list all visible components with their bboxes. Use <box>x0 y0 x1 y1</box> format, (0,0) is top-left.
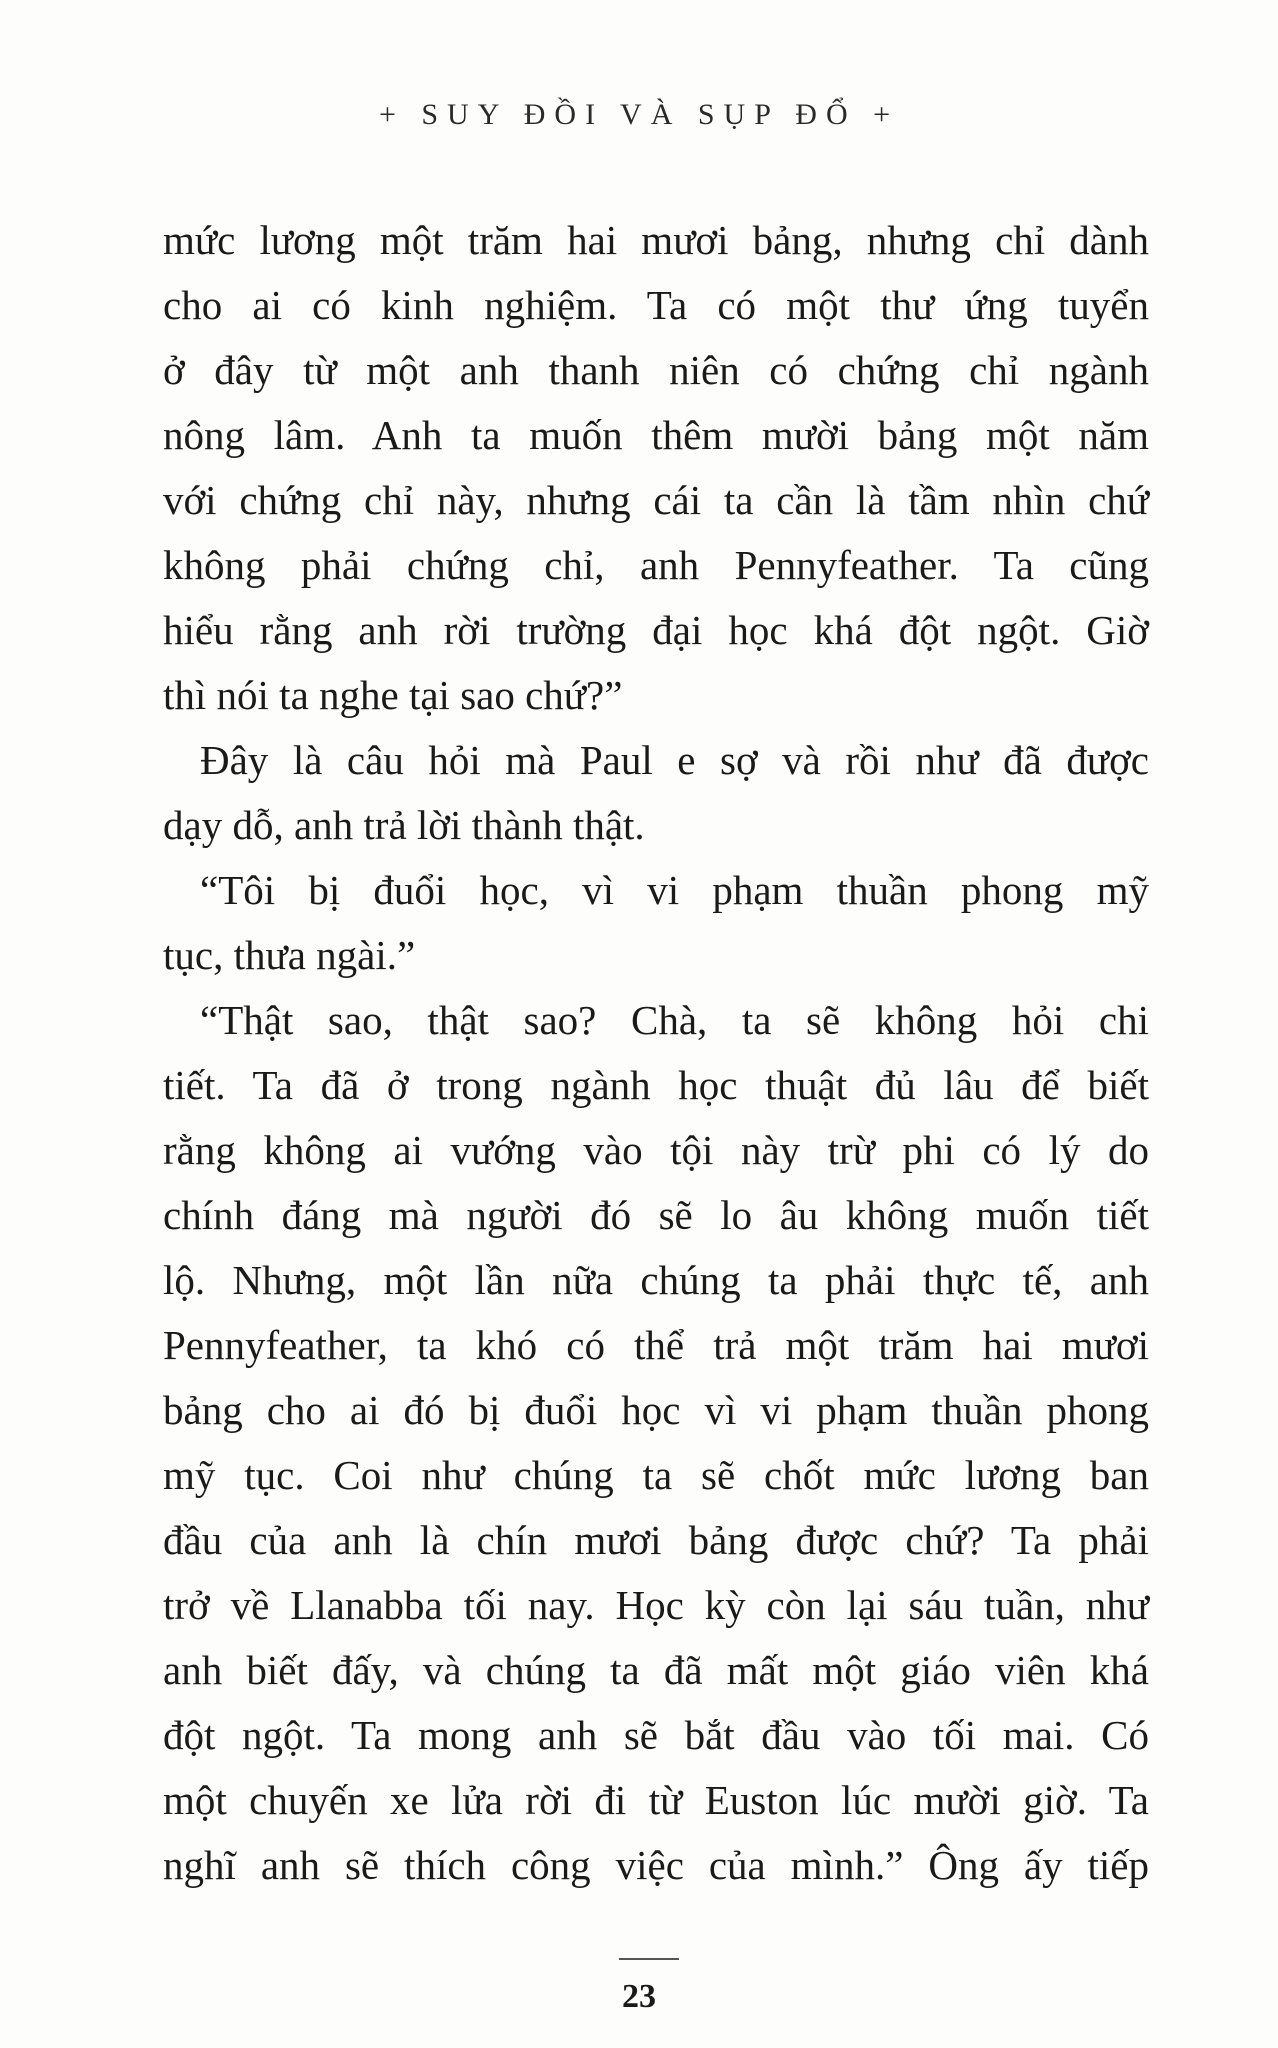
page-number: 23 <box>622 1978 656 2015</box>
text-line: Pennyfeather, ta khó có thể trả một trăm hai mươi <box>163 1322 1149 1368</box>
text-line: chính đáng mà người đó sẽ lo âu không muốn tiết <box>163 1192 1149 1238</box>
paragraph <box>163 208 1149 728</box>
text-line: trở về Llanabba tối nay. Học kỳ còn lại sáu tuần, như <box>163 1582 1149 1628</box>
text-line: “Tôi bị đuổi học, vì vi phạm thuần phong mỹ <box>200 867 1149 913</box>
text-line: nghĩ anh sẽ thích công việc của mình.” Ông ấy tiếp <box>163 1842 1149 1888</box>
text-line: tiết. Ta đã ở trong ngành học thuật đủ lâu để biết <box>163 1062 1149 1108</box>
text-line: đột ngột. Ta mong anh sẽ bắt đầu vào tối mai. Có <box>163 1712 1149 1758</box>
running-header: + SUY ĐỒI VÀ SỤP ĐỔ + <box>378 98 900 131</box>
text-line: dạy dỗ, anh trả lời thành thật. <box>163 802 645 848</box>
text-line: rằng không ai vướng vào tội này trừ phi có lý do <box>163 1127 1149 1173</box>
paragraph <box>163 988 1149 1898</box>
paragraph <box>163 728 1149 858</box>
text-line: thì nói ta nghe tại sao chứ?” <box>163 672 623 718</box>
text-line: một chuyến xe lửa rời đi từ Euston lúc mười giờ. Ta <box>163 1777 1149 1823</box>
text-line: cho ai có kinh nghiệm. Ta có một thư ứng tuyển <box>163 282 1149 328</box>
text-line: bảng cho ai đó bị đuổi học vì vi phạm thuần phong <box>163 1387 1149 1433</box>
text-line: anh biết đấy, và chúng ta đã mất một giáo viên khá <box>163 1647 1149 1693</box>
paragraph <box>163 858 1149 988</box>
text-line: đầu của anh là chín mươi bảng được chứ? Ta phải <box>163 1517 1149 1563</box>
text-line: ở đây từ một anh thanh niên có chứng chỉ ngành <box>163 347 1149 393</box>
text-line: không phải chứng chỉ, anh Pennyfeather. Ta cũng <box>163 542 1149 588</box>
text-line: mức lương một trăm hai mươi bảng, nhưng chỉ dành <box>163 217 1149 263</box>
text-line: mỹ tục. Coi như chúng ta sẽ chốt mức lương ban <box>163 1452 1149 1498</box>
text-line: nông lâm. Anh ta muốn thêm mười bảng một năm <box>163 412 1149 458</box>
text-line: “Thật sao, thật sao? Chà, ta sẽ không hỏi chi <box>200 997 1149 1043</box>
body-text <box>163 208 1149 1898</box>
text-line: hiểu rằng anh rời trường đại học khá đột ngột. Giờ <box>163 607 1149 653</box>
text-line: tục, thưa ngài.” <box>163 932 416 978</box>
text-line: Đây là câu hỏi mà Paul e sợ và rồi như đã được <box>200 737 1149 783</box>
text-line: lộ. Nhưng, một lần nữa chúng ta phải thực tế, anh <box>163 1257 1149 1303</box>
page-number-rule <box>619 1958 679 1960</box>
text-line: với chứng chỉ này, nhưng cái ta cần là tầm nhìn chứ <box>163 477 1149 523</box>
